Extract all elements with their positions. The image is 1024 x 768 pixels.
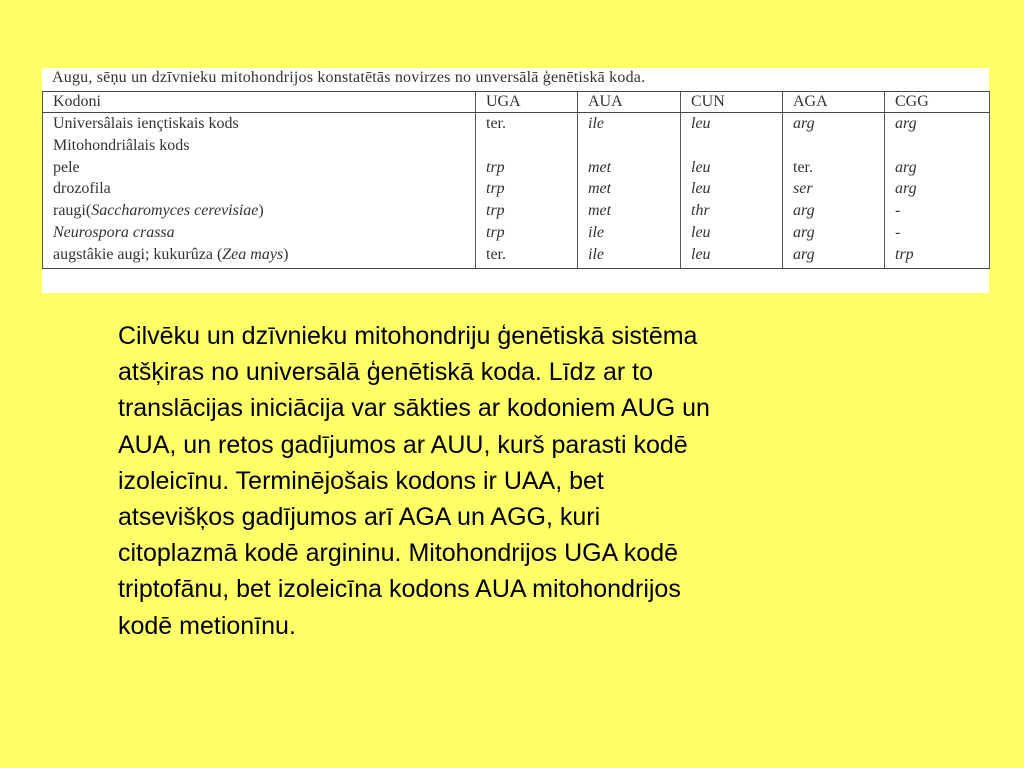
row-label: drozofila bbox=[43, 178, 476, 200]
cell-cgg: - bbox=[885, 200, 990, 222]
species-name: Saccharomyces cerevisiae bbox=[91, 202, 259, 220]
header-cun: CUN bbox=[681, 92, 783, 113]
paragraph-line: triptofānu, bet izoleicīna kodons AUA mitohondrijos bbox=[118, 575, 681, 604]
table-row bbox=[43, 157, 990, 179]
paragraph-line: translācijas iniciācija var sākties ar kodoniem AUG un bbox=[118, 394, 710, 423]
cell-cun: leu bbox=[681, 157, 783, 179]
cell-cun: leu bbox=[681, 244, 783, 268]
row-label bbox=[43, 244, 476, 268]
cell-aga: ser bbox=[783, 178, 885, 200]
cell-cgg bbox=[885, 135, 990, 157]
label-suffix: ) bbox=[258, 202, 264, 220]
label-prefix: augstâkie augi; kukurûza ( bbox=[53, 245, 223, 263]
cell-cgg: arg bbox=[885, 178, 990, 200]
paragraph-line: atsevišķos gadījumos arī AGA un AGG, kuri bbox=[118, 503, 601, 532]
cell-cun: leu bbox=[681, 178, 783, 200]
cell-cun: thr bbox=[681, 200, 783, 222]
row-label: pele bbox=[43, 157, 476, 179]
header-cgg: CGG bbox=[885, 92, 990, 113]
table-row bbox=[43, 135, 990, 157]
cell-aua: met bbox=[578, 178, 681, 200]
paragraph-line: AUA, un retos gadījumos ar AUU, kurš parasti kodē bbox=[118, 430, 688, 459]
label-prefix: raugi( bbox=[53, 202, 92, 220]
codon-table bbox=[42, 91, 990, 269]
cell-cun: leu bbox=[681, 222, 783, 244]
header-aua: AUA bbox=[578, 92, 681, 113]
paragraph-line: citoplazmā kodē argininu. Mitohondrijos UGA kodē bbox=[118, 539, 679, 568]
cell-aga: arg bbox=[783, 222, 885, 244]
paragraph-line: kodē metionīnu. bbox=[118, 611, 296, 640]
paragraph-line: Cilvēku un dzīvnieku mitohondriju ģenētiskā sistēma bbox=[118, 322, 698, 350]
cell-uga: trp bbox=[476, 178, 578, 200]
table-row bbox=[43, 222, 990, 244]
cell-uga: trp bbox=[476, 222, 578, 244]
cell-aga: arg bbox=[783, 244, 885, 268]
cell-aga: arg bbox=[783, 200, 885, 222]
cell-aua: met bbox=[578, 200, 681, 222]
cell-aga: arg bbox=[783, 113, 885, 135]
cell-aua bbox=[578, 135, 681, 157]
cell-uga bbox=[476, 135, 578, 157]
codon-table-panel bbox=[42, 68, 989, 293]
cell-uga: trp bbox=[476, 157, 578, 179]
cell-cgg: - bbox=[885, 222, 990, 244]
cell-cun: leu bbox=[681, 113, 783, 135]
cell-aua: met bbox=[578, 157, 681, 179]
header-uga: UGA bbox=[476, 92, 578, 113]
species-name: Zea mays bbox=[222, 245, 284, 263]
table-row bbox=[43, 113, 990, 135]
header-aga: AGA bbox=[783, 92, 885, 113]
table-row bbox=[43, 200, 990, 222]
row-label: Universâlais iençtiskais kods bbox=[43, 113, 476, 135]
cell-aua: ile bbox=[578, 244, 681, 268]
body-paragraph bbox=[118, 318, 948, 644]
label-suffix: ) bbox=[283, 245, 289, 263]
table-row bbox=[43, 178, 990, 200]
row-label bbox=[43, 200, 476, 222]
row-label: Neurospora crassa bbox=[43, 222, 476, 244]
header-kodoni: Kodoni bbox=[43, 92, 476, 113]
paragraph-line: atšķiras no universālā ģenētiskā koda. Līdz ar to bbox=[118, 358, 654, 387]
cell-cun bbox=[681, 135, 783, 157]
cell-aua: ile bbox=[578, 113, 681, 135]
cell-aua: ile bbox=[578, 222, 681, 244]
cell-uga: ter. bbox=[476, 113, 578, 135]
cell-aga: ter. bbox=[783, 157, 885, 179]
table-row bbox=[43, 244, 990, 268]
table-caption: Augu, sēņu un dzīvnieku mitohondrijos konstatētās novirzes no unversālā ģenētiskā koda. bbox=[52, 69, 646, 86]
cell-uga: trp bbox=[476, 200, 578, 222]
cell-aga bbox=[783, 135, 885, 157]
row-label: Mitohondriâlais kods bbox=[43, 135, 476, 157]
cell-cgg: trp bbox=[885, 244, 990, 268]
cell-cgg: arg bbox=[885, 113, 990, 135]
cell-uga: ter. bbox=[476, 244, 578, 268]
paragraph-line: izoleicīnu. Terminējošais kodons ir UAA, bet bbox=[118, 466, 604, 495]
cell-cgg: arg bbox=[885, 157, 990, 179]
table-header-row bbox=[43, 92, 990, 113]
